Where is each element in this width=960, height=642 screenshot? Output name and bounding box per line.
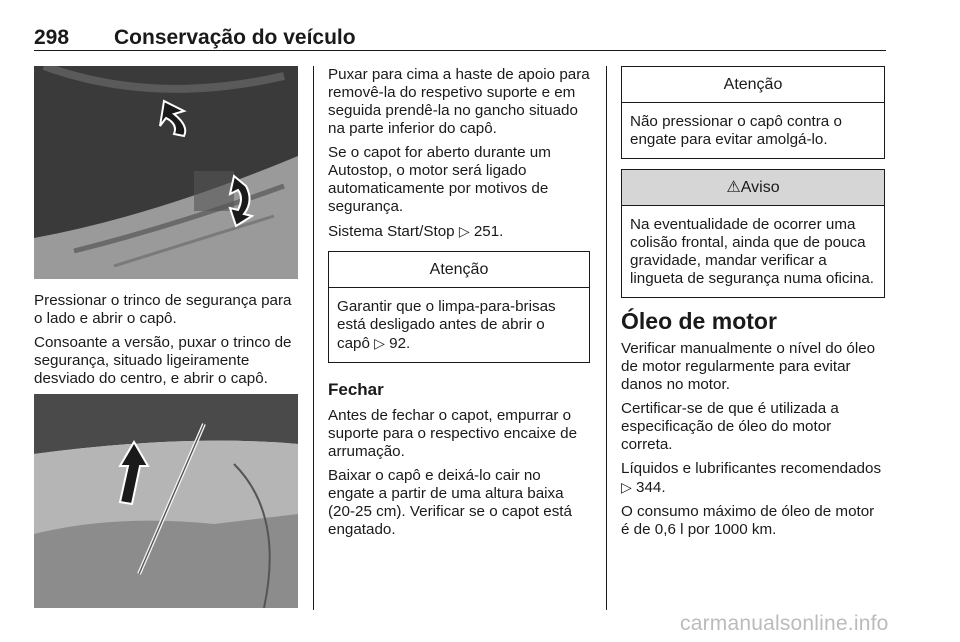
- paragraph-autostop: Se o capot for aberto durante um Autostop, o motor será ligado automaticamente por motivos de segurança.: [328, 144, 551, 215]
- notice-box-wipers: [328, 251, 590, 363]
- paragraph-pull-latch: Consoante a versão, puxar o trinco de segurança, situado ligeiramente desviado do centro, e abrir o capô.: [34, 334, 292, 387]
- column-divider-2: [606, 66, 607, 610]
- notice-body: Não pressionar o capô contra o engate para evitar amolgá-lo.: [630, 113, 842, 148]
- paragraph-lower-hood: Baixar o capô e deixá-lo cair no engate a partir de uma altura baixa (20-25 cm). Verificar se o capot está engatado.: [328, 467, 572, 538]
- page-ref-icon: ▷: [621, 479, 632, 495]
- paragraph-check-oil: Verificar manualmente o nível do óleo de motor regularmente para evitar danos no motor.: [621, 340, 876, 393]
- header-rule: [34, 50, 886, 51]
- warning-body: Na eventualidade de ocorrer uma colisão frontal, ainda que de pouca gravidade, mandar verificar a lingueta de segurança numa oficina.: [630, 216, 875, 287]
- right-column: [621, 66, 885, 545]
- warning-triangle-icon: ⚠: [726, 179, 741, 196]
- watermark: carmanualsonline.info: [680, 612, 889, 635]
- hood-latch-illustration: [34, 66, 298, 279]
- notice-title: Atenção: [622, 67, 884, 103]
- page-number: 298: [34, 26, 70, 49]
- page-ref-icon: ▷: [458, 223, 470, 239]
- paragraph-lubricants-ref: Líquidos e lubrificantes recomendados ▷ 344.: [621, 460, 882, 496]
- paragraph-stow-support: Antes de fechar o capot, empurrar o suporte para o respectivo encaixe de arrumação.: [328, 407, 578, 460]
- paragraph-press-latch: Pressionar o trinco de segurança para o lado e abrir o capô.: [34, 292, 292, 327]
- chapter-title: Conservação do veículo: [114, 26, 356, 49]
- notice-box-latch: [621, 66, 885, 159]
- paragraph-support-rod: Puxar para cima a haste de apoio para removê-la do respetivo suporte e em seguida prendê-la no gancho situado na parte inferior do capô.: [328, 66, 590, 137]
- notice-title: Atenção: [329, 252, 589, 288]
- left-column: [34, 292, 298, 394]
- middle-column: [328, 66, 590, 545]
- paragraph-oil-consumption: O consumo máximo de óleo de motor é de 0,6 l por 1000 km.: [621, 503, 875, 538]
- notice-body: Garantir que o limpa-para-brisas está desligado antes de abrir o capô ▷ 92.: [337, 298, 556, 352]
- paragraph-oil-spec: Certificar-se de que é utilizada a especificação de óleo do motor correta.: [621, 400, 839, 453]
- subheading-close: Fechar: [328, 380, 384, 399]
- column-divider-1: [313, 66, 314, 610]
- page-ref-icon: ▷: [374, 335, 385, 351]
- warning-box-collision: [621, 169, 885, 298]
- section-heading-engine-oil: Óleo de motor: [621, 308, 777, 334]
- hood-support-illustration: [34, 394, 298, 608]
- page-header: [34, 26, 886, 52]
- paragraph-start-stop-ref: Sistema Start/Stop ▷ 251.: [328, 223, 504, 240]
- warning-title: ⚠Aviso: [622, 170, 884, 206]
